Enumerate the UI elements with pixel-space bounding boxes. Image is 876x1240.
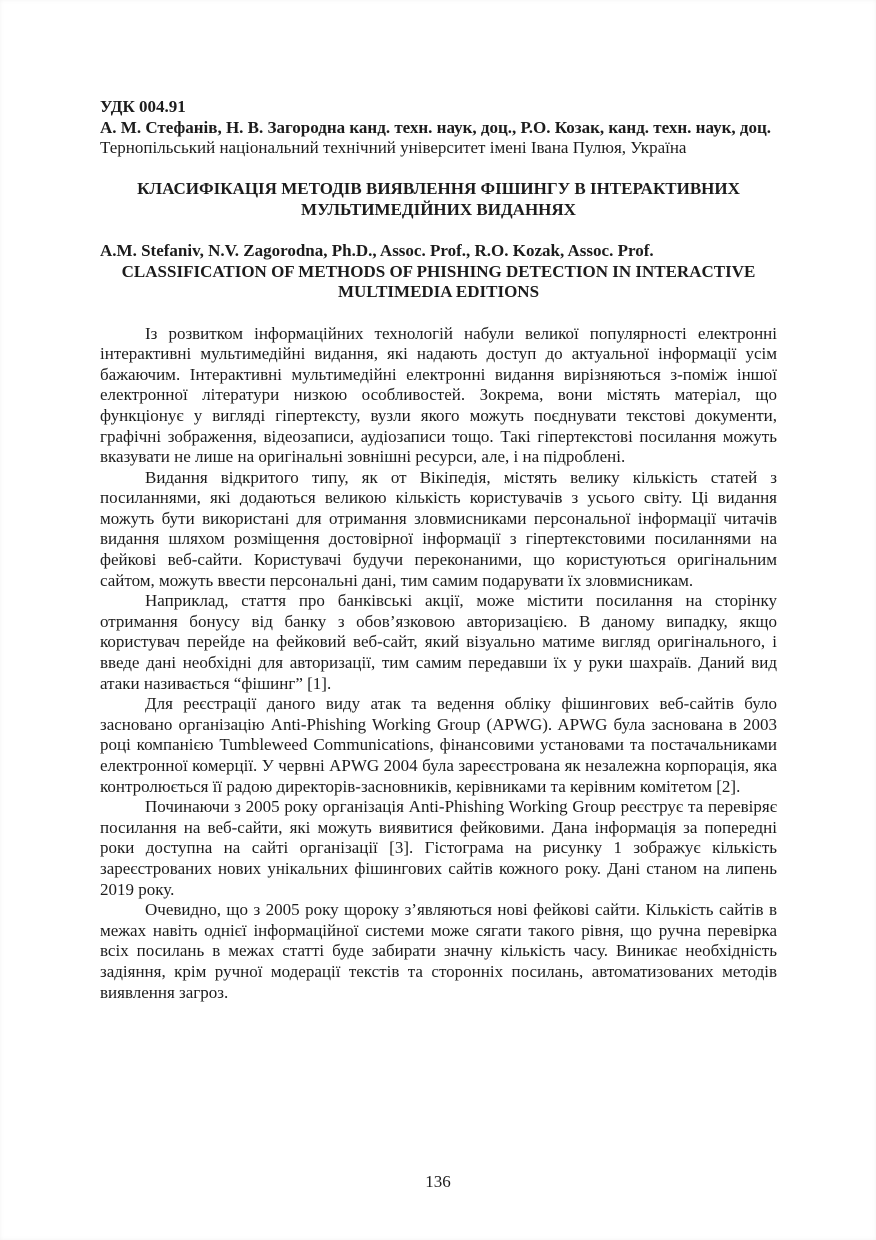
authors-en: A.M. Stefaniv, N.V. Zagorodna, Ph.D., Assoc. Prof., R.O. Kozak, Assoc. Prof. (100, 241, 654, 261)
paragraph-open-editions: Видання відкритого типу, як от Вікіпедія, містять велику кількість статей з посиланнями, які додаються великою кількість користувачів з усього світу. Ці видання можуть бути використані для отримання зловмисниками персональної інформації читачів видання шляхом розміщення достовірної інформації з гіпертекстовими посиланнями на фейкові веб-сайти. Користувачі будучи переконаними, що користуються оригінальним сайтом, можуть ввести персональні дані, тим самим подарувати їх зловмисникам. (100, 467, 777, 590)
title-en: CLASSIFICATION OF METHODS OF PHISHING DETECTION IN INTERACTIVE MULTIMEDIA EDITIONS (121, 261, 756, 302)
paragraph-conclusion: Очевидно, що з 2005 року щороку з’являються нові фейкові сайти. Кількість сайтів в межах навіть однієї інформаційної системи може сягати такого рівня, що ручна перевірка всіх посилань в межах статті буде забирати значну кількість часу. Виникає необхідність задіяння, крім ручної модерації текстів та сторонніх посилань, автоматизованих методів виявлення загроз. (100, 900, 777, 1002)
page-number: 136 (425, 1172, 451, 1191)
spacer (100, 303, 777, 324)
spacer (100, 221, 777, 242)
spacer (100, 159, 777, 180)
paragraph-apwg-registry: Починаючи з 2005 року організація Anti-Phishing Working Group реєструє та перевіряє посилання на веб-сайти, які можуть виявитися фейковими. Дана інформація за попередні роки доступна на сайті організації [3]. Гістограма на рисунку 1 зображує кількість зареєстрованих нових унікальних фішингових сайтів кожного року. Дані станом на липень 2019 року. (100, 797, 777, 899)
affiliation: Тернопільський національний технічний університет імені Івана Пулюя, Україна (100, 138, 687, 158)
paragraph-phishing-example: Наприклад, стаття про банківські акції, може містити посилання на сторінку отримання бонусу від банку з обов’язковою авторизацією. В даному випадку, якщо користувач перейде на фейковий веб-сайт, який візуально матиме вигляд оригінального, і введе дані необхідні для авторизації, тим самим передавши їх у руки шахраїв. Даний вид атаки називається “фішинг” [1]. (100, 591, 777, 693)
title-uk: КЛАСИФІКАЦІЯ МЕТОДІВ ВИЯВЛЕННЯ ФІШИНГУ В ІНТЕРАКТИВНИХ МУЛЬТИМЕДІЙНИХ ВИДАННЯХ (137, 179, 740, 219)
authors-uk: А. М. Стефанів, Н. В. Загородна канд. техн. наук, доц., Р.О. Козак, канд. техн. наук, доц. (100, 117, 772, 137)
udc-code: УДК 004.91 (100, 97, 186, 116)
paragraph-intro: Із розвитком інформаційних технологій набули великої популярності електронні інтерактивні мультимедійні видання, які надають доступ до актуальної інформації усім бажаючим. Інтерактивні мультимедійні електронні видання вирізняються з-поміж іншої електронної літератури низкою особливостей. Зокрема, вони містять матеріал, що функціонує у вигляді гіпертексту, вузли якого можуть поєднувати текстові документи, графічні зображення, відеозаписи, аудіозаписи тощо. Такі гіпертекстові посилання можуть вказувати не лише на оригінальні зовнішні ресурси, але, і на підроблені. (100, 323, 777, 467)
paragraph-apwg-history: Для реєстрації даного виду атак та ведення обліку фішингових веб-сайтів було засновано організацію Anti-Phishing Working Group (APWG). APWG була заснована в 2003 році компанією Tumbleweed Communications, фінансовими установами та постачальниками електронної комерції. У червні APWG 2004 була зареєстрована як незалежна корпорація, яка контролюється її радою директорів-засновників, керівниками та керівним комітетом [2]. (100, 694, 777, 796)
